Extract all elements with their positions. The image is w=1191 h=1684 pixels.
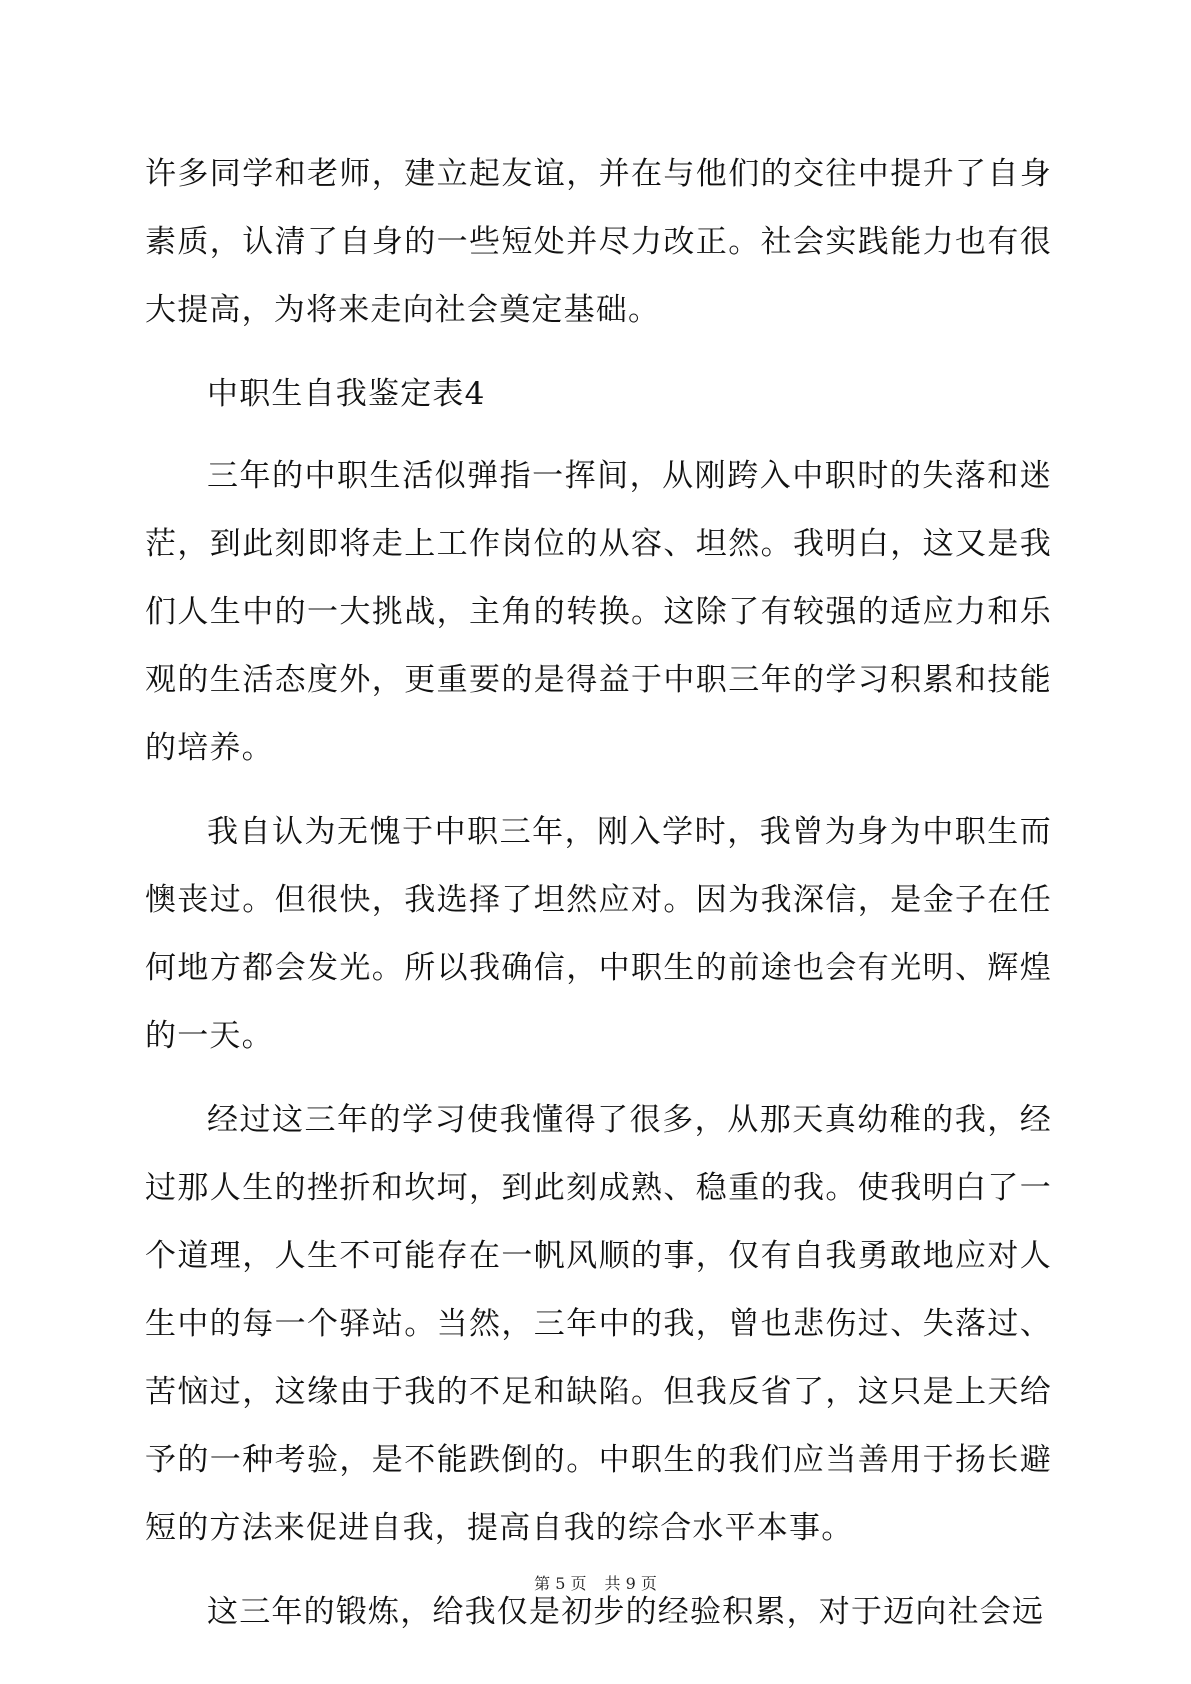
- page-total: 共 9 页: [604, 1574, 657, 1593]
- paragraph: 经过这三年的学习使我懂得了很多，从那天真幼稚的我，经过那人生的挫折和坎坷，到此刻成熟、稳重的我。使我明白了一个道理，人生不可能存在一帆风顺的事，仅有自我勇敢地应对人生中的每一个驿站。当然，三年中的我，曾也悲伤过、失落过、苦恼过，这缘由于我的不足和缺陷。但我反省了，这只是上天给予的一种考验，是不能跌倒的。中职生的我们应当善用于扬长避短的方法来促进自我，提高自我的综合水平本事。: [145, 1102, 1052, 1546]
- paragraph: 这三年的锻炼，给我仅是初步的经验积累，对于迈向社会远: [207, 1594, 1045, 1630]
- page-number: 第 5 页: [534, 1574, 587, 1593]
- document-body: [145, 140, 1052, 1662]
- page-footer: [0, 1571, 1191, 1594]
- paragraph-continuation: 许多同学和老师，建立起友谊，并在与他们的交往中提升了自身素质，认清了自身的一些短处并尽力改正。社会实践能力也有很大提高，为将来走向社会奠定基础。: [145, 156, 1052, 328]
- paragraph: 我自认为无愧于中职三年，刚入学时，我曾为身为中职生而懊丧过。但很快，我选择了坦然应对。因为我深信，是金子在任何地方都会发光。所以我确信，中职生的前途也会有光明、辉煌的一天。: [145, 814, 1052, 1054]
- section-heading: 中职生自我鉴定表4: [207, 376, 486, 412]
- paragraph: 三年的中职生活似弹指一挥间，从刚跨入中职时的失落和迷茫，到此刻即将走上工作岗位的从容、坦然。我明白，这又是我们人生中的一大挑战，主角的转换。这除了有较强的适应力和乐观的生活态度外，更重要的是得益于中职三年的学习积累和技能的培养。: [145, 458, 1052, 766]
